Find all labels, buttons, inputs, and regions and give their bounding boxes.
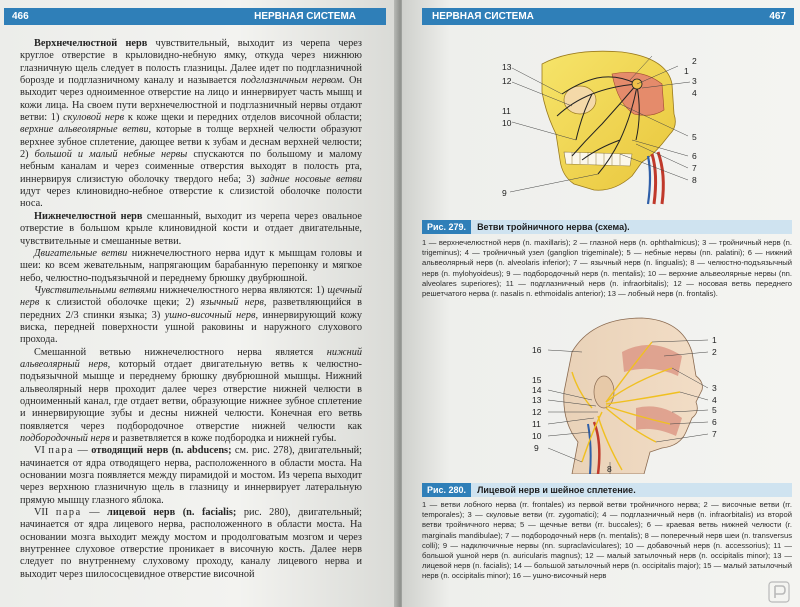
figure-280-title: Лицевой нерв и шейное сплетение. [477, 485, 636, 495]
fig280-num-12: 12 [532, 407, 542, 417]
text-run: Двигательные ветви [34, 247, 128, 259]
text-run: пара [55, 507, 82, 519]
text-run: Чувствительными ветвями [34, 284, 157, 296]
right-running-title: НЕРВНАЯ СИСТЕМА [432, 11, 534, 22]
figure-279-caption [422, 220, 792, 234]
text-run: скуловой нерв [63, 112, 125, 124]
text-run: Смешанной ветвью нижнечелюстного нерва является [34, 346, 327, 358]
text-run: смешанный, выходит из черепа через овальное отверстие в большом крыле клиновидной кости и отдает двигательные, чувствительные и смешанные ветви. [20, 210, 362, 247]
text-run: язычный нерв, [200, 297, 267, 309]
watermark-logo-icon [768, 581, 790, 603]
text-run: подбородочный нерв [20, 433, 110, 444]
text-run: пара [48, 445, 75, 457]
text-run: VI [34, 445, 49, 457]
right-running-head [422, 8, 794, 25]
text-run: верхние альвеолярные ветви, [20, 124, 152, 136]
fig280-num-3: 3 [712, 383, 717, 393]
figure-279-illustration [502, 44, 702, 206]
body-paragraph [20, 445, 362, 507]
text-run: Верхнечелюстной нерв [34, 38, 148, 49]
fig279-num-5: 5 [692, 132, 697, 142]
fig280-num-9: 9 [534, 443, 539, 453]
fig279-num-2: 2 [692, 56, 697, 66]
text-run: и разветвляется в коже подбородка и нижней губы. [109, 433, 337, 444]
figure-279-legend: 1 — верхнечелюстной нерв (n. maxillaris); 2 — глазной нерв (n. ophthalmicus); 3 — тройничный нерв (n. trigeminus); 4 — тройничный узел (ganglion trigeminale); 5 — небные нервы (nn. palatini); 6 — нижний альвеолярный нерв (n. alveolaris inferior); 7 — язычный нерв (n. lingualis); 8 — челюстно-подъязычный нерв (n. mylohyoideus); 9 — подбородочный нерв (n. mentalis); 10 — верхние альвеолярные нервы (nn. alveolares superiores); 11 — подглазничный нерв (n. infraorbitalis); 12 — носовая ветвь переднего решетчатого нерва (r. nasalis n. ethmoidalis anterior); 13 — лобный нерв (n. frontalis). [422, 238, 792, 299]
figure-280-caption [422, 483, 792, 497]
right-page [402, 0, 800, 607]
text-run: рис. 280), двигательный; начинается от ядра лицевого нерва, расположенного в области моста. На основании мозга выходит между мостом и продолговатым мозгом и через внутреннее слуховое отверстие проникает в височную кость. Далее нерв следует по внутреннему слуховому проходу, каналу лицевого нерва и выходит через шилососцевидное отверстие височной [20, 507, 363, 580]
fig280-num-8: 8 [607, 464, 612, 474]
right-page-number: 467 [769, 11, 786, 22]
fig279-num-11: 11 [502, 106, 511, 116]
figure-280-label: Рис. 280. [422, 483, 471, 497]
fig280-num-15: 15 [532, 375, 542, 385]
body-paragraph [20, 507, 362, 581]
fig279-num-7: 7 [692, 163, 697, 173]
text-run: Он выходит через одноименное отверстие на лицо и иннервирует часть мышц и кожи лица. На своем пути верхнечелюстной и подглазничный нервы отдают ветви: 1) [20, 75, 362, 124]
fig280-num-10: 10 [532, 431, 542, 441]
fig280-num-7: 7 [712, 429, 717, 439]
fig279-num-9: 9 [502, 188, 507, 198]
fig280-num-1: 1 [712, 335, 717, 345]
fig280-num-5: 5 [712, 405, 717, 415]
fig280-num-13: 13 [532, 395, 542, 405]
text-run: нижнечелюстного нерва идут к мышцам головы и шеи: ко всем жевательным, напрягающим барабанную перепонку и мягкое небо, челюстно-подъязычной и переднему брюшку двубрюшной. [20, 247, 362, 284]
fig279-num-10: 10 [502, 118, 512, 128]
fig279-num-8: 8 [692, 175, 697, 185]
text-run: лицевой нерв (n. facialis; [107, 507, 237, 519]
fig280-num-14: 14 [532, 385, 542, 395]
body-paragraph [20, 38, 362, 211]
text-run: ушно-височный нерв, [164, 309, 259, 321]
body-paragraph [20, 248, 362, 285]
text-run: — [74, 445, 92, 457]
left-page-number: 466 [12, 11, 29, 22]
left-running-title: НЕРВНАЯ СИСТЕМА [254, 11, 356, 22]
text-run: идут через клиновидно-небное отверстие к слизистой оболочке полости носа. [20, 186, 362, 210]
text-run: см. рис. 278), двигательный; начинается от ядра отводящего нерва, расположенного в области моста. На основании мозга появляется между пирамидой и мостом. Из черепа выходит через верхнюю глазничную щель в глазницу и иннервирует латеральную прямую мышцу глазного яблока. [20, 445, 362, 506]
text-run: который отдает двигательную ветвь к челюстно-подъязычной мышце и переднему брюшку двубрюшной мышцы. Нижний альвеолярный нерв проходит далее через отверстие нижней челюсти в одноименный канал, где отдает ветви, образующие нижнее зубное сплетение и иннервирующие зубы и десны нижней челюсти. Конечная его ветвь появляется через подбородочное отверстие нижней челюсти как [20, 358, 362, 432]
fig280-num-16: 16 [532, 345, 542, 355]
fig279-num-4: 4 [692, 88, 697, 98]
body-paragraph [20, 285, 362, 347]
text-run: VII [34, 507, 56, 519]
text-run: задние носовые ветви [260, 173, 362, 185]
fig279-num-1: 1 [684, 66, 689, 76]
fig280-num-4: 4 [712, 395, 717, 405]
left-running-head [4, 8, 386, 25]
text-run: — [81, 507, 108, 519]
left-body-text [20, 38, 362, 581]
text-run: спускаются по большому и малому небным каналам и через соименные отверстия выходят в полость рта, иннервируя слизистую оболочку твердого неба; 3) [20, 149, 362, 185]
text-run: подглазничным нервом. [240, 75, 345, 87]
text-run: большой и малый небные нервы [34, 149, 188, 161]
text-run: к коже щеки и передних отделов височной области; [124, 112, 362, 124]
text-run: иннервирующий кожу виска, передней поверхности ушной раковины и наружного слухового прохода. [20, 309, 362, 346]
text-run: к слизистой оболочке щеки; 2) [39, 297, 201, 309]
fig279-num-3: 3 [692, 76, 697, 86]
left-page [0, 0, 398, 607]
figure-280-legend: 1 — ветви лобного нерва (rr. frontales) из первой ветви тройничного нерва; 2 — височные ветви (rr. temporales); 3 — скуловые ветви (rr. zygomatici); 4 — подглазничный нерв (n. infraorbitalis) из второй ветви тройничного нерва; 5 — щечные ветви (rr. buccales); 6 — краевая ветвь нижней челюсти (r. marginalis mandibulae); 7 — подбородочный нерв (n. mentalis); 8 — поперечный нерв шеи (n. transversus colli); 9 — надключичные нервы (nn. supraclaviculares); 10 — добавочный нерв (n. accessorius); 11 — большой ушной нерв (n. auricularis magnus); 12 — малый затылочный нерв (n. occipitalis minor); 13 — лицевой нерв (n. facialis); 14 — большой затылочный нерв (n. occipitalis major); 15 — малый затылочный нерв (n. occipitalis minor); 16 — ушно-височный нерв [422, 500, 792, 581]
fig280-num-11: 11 [532, 419, 541, 429]
fig279-num-12: 12 [502, 76, 512, 86]
text-run: разветвляющийся в передних 2/3 спинки языка; 3) [20, 297, 362, 321]
text-run: Нижнечелюстной нерв [34, 210, 143, 222]
text-run: которые в толще верхней челюсти образуют верхнее зубное сплетение, дающее ветви к зубам и деснам верхней челюсти; 2) [20, 124, 362, 161]
fig279-num-6: 6 [692, 151, 697, 161]
body-paragraph [20, 211, 362, 248]
body-paragraph [20, 347, 362, 446]
text-run: щечный нерв [20, 284, 362, 309]
figure-279-label: Рис. 279. [422, 220, 471, 234]
text-run: отводящий нерв (n. abducens; [91, 445, 232, 457]
fig280-num-2: 2 [712, 347, 717, 357]
figure-280-illustration [532, 312, 722, 474]
fig280-num-6: 6 [712, 417, 717, 427]
text-run: чувствительный, выходит из черепа через круглое отверстие в крыловидно-небную ямку, откуда через нижнюю глазничную щель следует в полость глазницы. Далее идет по подглазничной борозде и подглазничному каналу и называется [20, 38, 362, 87]
text-run: нижнечелюстного нерва являются: 1) [156, 284, 328, 296]
figure-279-title: Ветви тройничного нерва (схема). [477, 222, 630, 232]
fig279-num-13: 13 [502, 62, 512, 72]
text-run: нижний альвеолярный нерв, [20, 346, 362, 370]
